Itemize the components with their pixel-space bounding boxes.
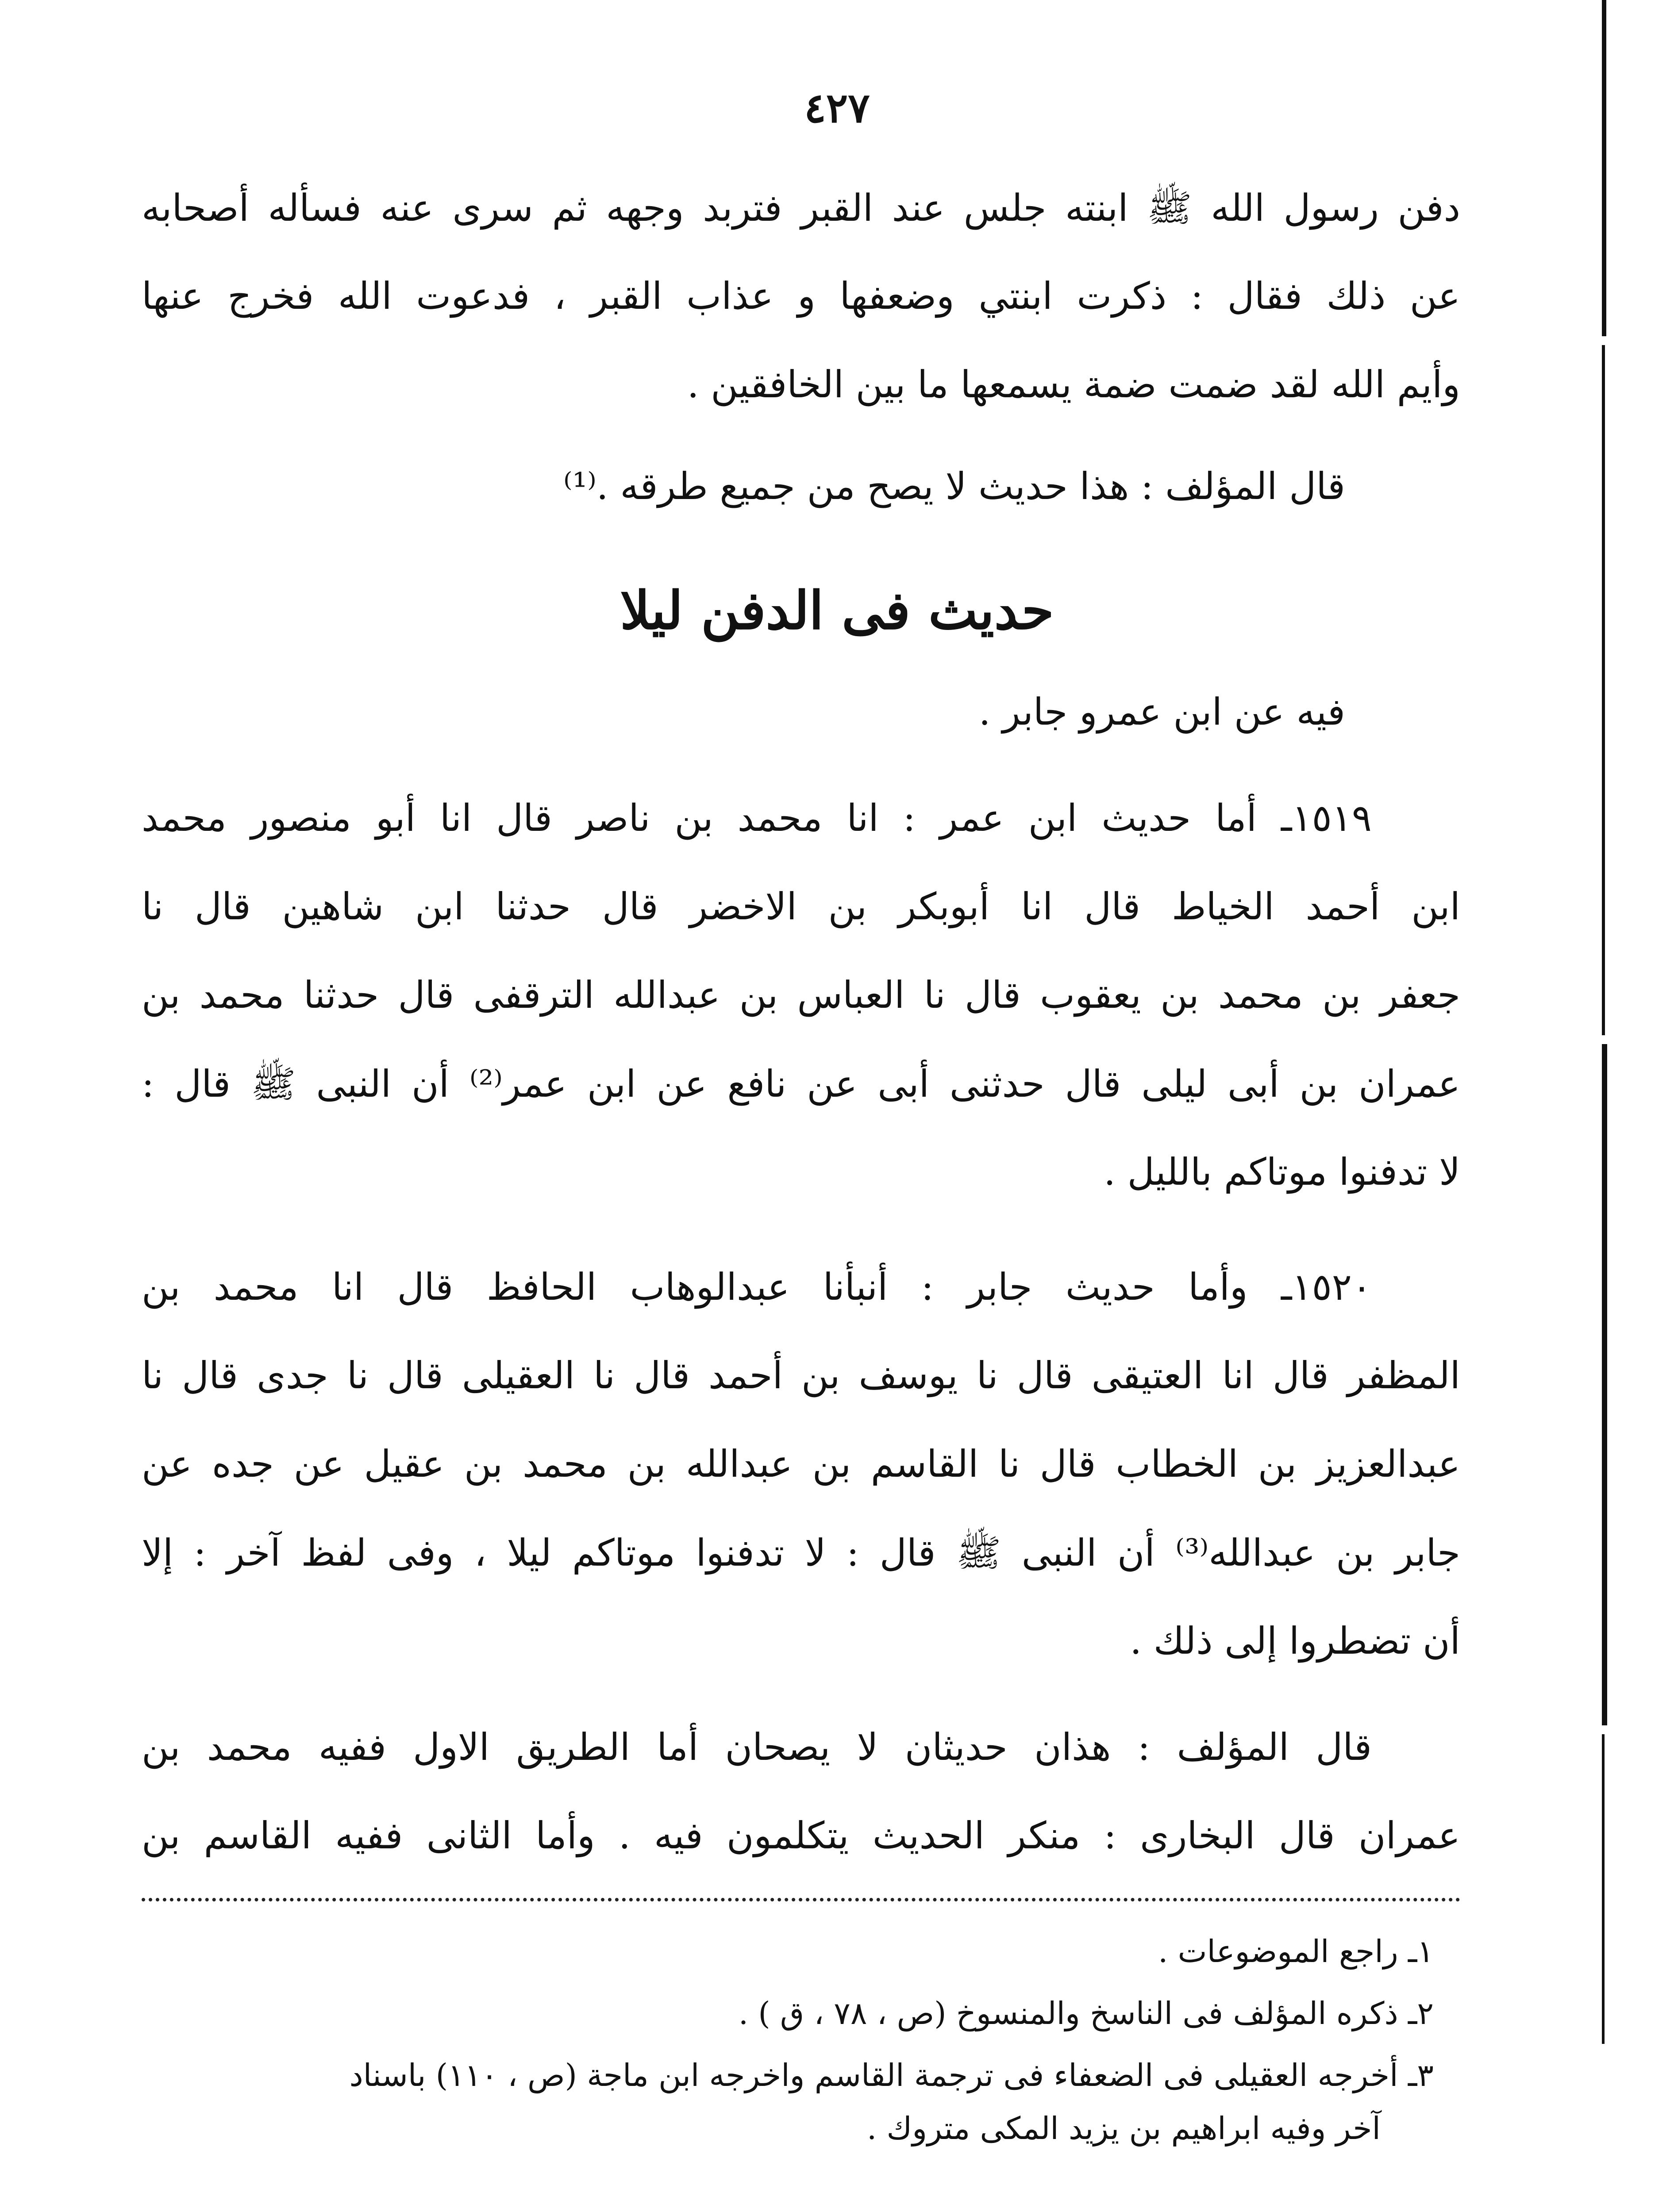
footnote: ١ـ راجع الموضوعات . [1158,1933,1434,1970]
author-note-2 [142,1725,1460,1902]
intro-paragraph [142,186,1460,451]
text-line: لا تدفنوا موتاكم بالليل . [1104,1150,1460,1194]
author-note-1 [142,465,1460,508]
footnotes [142,1933,1460,2163]
footnote-separator [142,1898,1460,1901]
text-line: فيه عن ابن عمرو جابر . [978,690,1345,733]
text-line: عمران قال البخارى : منكر الحديث يتكلمون فيه . وأما الثانى ففيه القاسم بن [142,1814,1460,1857]
text-line: ١٥١٩ـ أما حديث ابن عمر : انا محمد بن ناصر قال انا أبو منصور محمد [142,796,1372,840]
text-line: وأيم الله لقد ضمت ضمة يسمعها ما بين الخافقين . [687,363,1460,406]
text-line: قال المؤلف : هذا حديث لا يصح من جميع طرقه .⁽¹⁾ [563,465,1345,508]
text-line: قال المؤلف : هذان حديثان لا يصحان أما الطريق الاول ففيه محمد بن [142,1725,1372,1769]
binding-edge-line [1602,0,1606,336]
text-line: دفن رسول الله ﷺ ابنته جلس عند القبر فتربد وجهه ثم سرى عنه فسأله أصحابه [142,186,1460,230]
text-line: المظفر قال انا العتيقى قال نا يوسف بن أحمد قال نا العقيلى قال نا جدى قال نا [142,1354,1460,1397]
text-line: أن تضطروا إلى ذلك . [1130,1619,1460,1663]
footnote: ٢ـ ذكره المؤلف فى الناسخ والمنسوخ (ص ، ٧٨ ، ق ) . [738,1995,1434,2032]
text-line: جابر بن عبدالله⁽³⁾ أن النبى ﷺ قال : لا تدفنوا موتاكم ليلا ، وفى لفظ آخر : إلا [142,1531,1461,1575]
hadith-1520 [142,1265,1460,1708]
text-line: عمران بن أبى ليلى قال حدثنى أبى عن نافع عن ابن عمر⁽²⁾ أن النبى ﷺ قال : [142,1062,1460,1106]
binding-edge-line [1602,345,1605,1035]
text-line: عبدالعزيز بن الخطاب قال نا القاسم بن عبدالله بن محمد بن عقيل عن جده عن [142,1442,1460,1486]
footnote: ٣ـ أخرجه العقيلى فى الضعفاء فى ترجمة القاسم واخرجه ابن ماجة (ص ، ١١٠) باسناد [349,2057,1434,2093]
text-line: ابن أحمد الخياط قال انا أبوبكر بن الاخضر قال حدثنا ابن شاهين قال نا [142,885,1460,928]
hadith-1519 [142,796,1460,1239]
section-heading: حديث فى الدفن ليلا [620,580,1054,641]
text-line: ١٥٢٠ـ وأما حديث جابر : أنبأنا عبدالوهاب الحافظ قال انا محمد بن [142,1265,1372,1309]
binding-edge-line [1602,1044,1607,1725]
page-number: ٤٢٧ [804,84,870,132]
footnote: آخر وفيه ابراهيم بن يزيد المكى متروك . [867,2110,1381,2147]
text-line: جعفر بن محمد بن يعقوب قال نا العباس بن عبدالله الترقفى قال حدثنا محمد بن [142,973,1460,1017]
binding-edge-line [1602,1734,1605,2044]
text-line: عن ذلك فقال : ذكرت ابنتي وضعفها و عذاب القبر ، فدعوت الله فخرج عنها [142,274,1460,318]
intro-narrators [142,690,1460,733]
